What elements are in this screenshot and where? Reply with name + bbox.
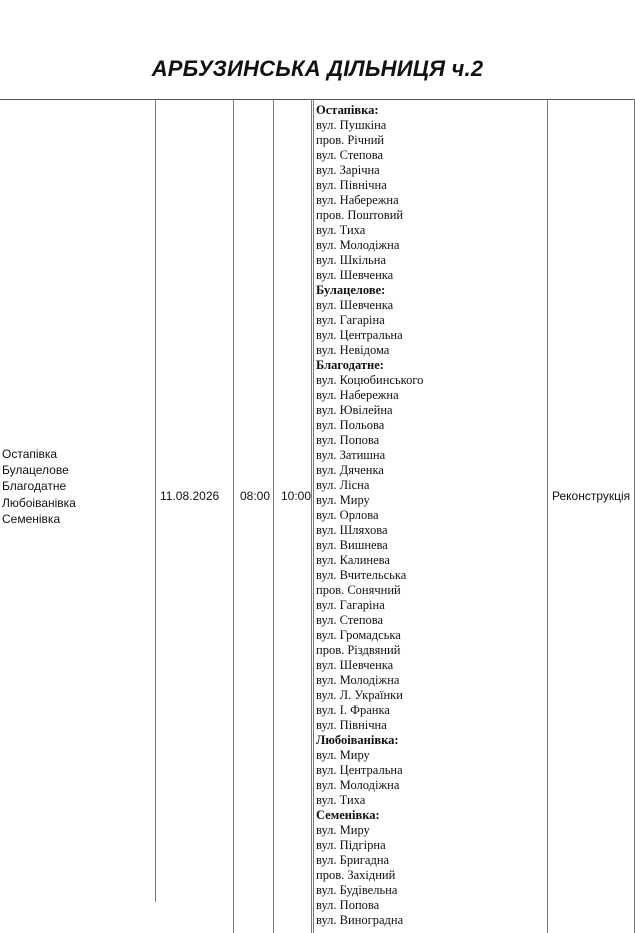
street-item: вул. Підгірна <box>316 838 386 852</box>
streets-cell <box>316 103 546 928</box>
street-item: пров. Західний <box>316 868 396 882</box>
street-item: вул. Шкільна <box>316 253 386 267</box>
street-item: пров. Поштовий <box>316 208 404 222</box>
street-item: вул. Миру <box>316 493 370 507</box>
street-item: пров. Річний <box>316 133 385 147</box>
street-item: вул. Невідома <box>316 343 390 357</box>
street-item: вул. Л. Українки <box>316 688 403 702</box>
street-item: вул. Виноградна <box>316 913 404 927</box>
column-divider <box>155 99 156 902</box>
outage-date: 11.08.2026 <box>160 489 220 503</box>
street-item: вул. Затишна <box>316 448 386 462</box>
street-item: вул. Миру <box>316 748 370 762</box>
street-item: вул. Степова <box>316 148 384 162</box>
street-item: вул. Молодіжна <box>316 673 400 687</box>
street-item: вул. Орлова <box>316 508 379 522</box>
street-item: вул. Шевченка <box>316 268 394 282</box>
table-top-border <box>0 99 635 100</box>
settlement-name: Остапівка <box>2 447 58 461</box>
street-item: вул. Громадська <box>316 628 401 642</box>
street-item: вул. Будівельна <box>316 883 398 897</box>
column-divider <box>311 99 312 933</box>
street-item: вул. Коцюбинського <box>316 373 424 387</box>
street-item: пров. Різдвяний <box>316 643 401 657</box>
outage-end-time: 10:00 <box>281 489 312 503</box>
street-item: вул. Набережна <box>316 388 399 402</box>
street-item: вул. Центральна <box>316 763 403 777</box>
street-item: вул. Лісна <box>316 478 370 492</box>
street-item: вул. Степова <box>316 613 384 627</box>
outage-start-time: 08:00 <box>240 489 271 503</box>
settlement-name: Любоіванівка <box>2 495 76 510</box>
street-item: вул. Попова <box>316 898 380 912</box>
column-divider <box>547 99 548 933</box>
column-divider <box>313 99 314 933</box>
settlements-cell <box>2 446 152 527</box>
street-item: вул. Дяченка <box>316 463 384 477</box>
settlement-name: Булацелове <box>2 463 69 478</box>
page-title: АРБУЗИНСЬКА ДІЛЬНИЦЯ ч.2 <box>151 56 484 81</box>
settlement-name: Благодатне <box>2 479 67 494</box>
outage-reason: Реконструкція <box>552 489 631 503</box>
locality-heading: Булацелове: <box>316 283 386 297</box>
street-item: вул. Північна <box>316 718 387 732</box>
street-item: вул. Тиха <box>316 793 366 807</box>
street-item: вул. Вишнева <box>316 538 388 552</box>
street-item: вул. Бригадна <box>316 853 390 867</box>
street-item: вул. Попова <box>316 433 380 447</box>
street-item: вул. І. Франка <box>316 703 390 717</box>
street-item: вул. Миру <box>316 823 370 837</box>
street-item: вул. Набережна <box>316 193 399 207</box>
locality-heading: Остапівка: <box>316 103 379 117</box>
street-item: вул. Молодіжна <box>316 778 400 792</box>
street-item: вул. Шевченка <box>316 658 394 672</box>
street-item: вул. Ювілейна <box>316 403 393 417</box>
street-item: вул. Пушкіна <box>316 118 387 132</box>
street-item: вул. Шевченка <box>316 298 394 312</box>
locality-heading: Любоіванівка: <box>316 733 399 747</box>
locality-heading: Благодатне: <box>316 358 384 372</box>
street-item: вул. Зарічна <box>316 163 380 177</box>
settlement-name: Семенівка <box>2 511 61 526</box>
column-divider <box>273 99 274 933</box>
locality-heading: Семенівка: <box>316 808 380 822</box>
street-item: вул. Калинева <box>316 553 390 567</box>
street-item: вул. Північна <box>316 178 387 192</box>
street-item: пров. Сонячний <box>316 583 401 597</box>
column-divider <box>233 99 234 933</box>
street-item: вул. Польова <box>316 418 385 432</box>
street-item: вул. Шляхова <box>316 523 388 537</box>
street-item: вул. Молодіжна <box>316 238 400 252</box>
street-item: вул. Гагаріна <box>316 598 385 612</box>
street-item: вул. Гагаріна <box>316 313 385 327</box>
street-item: вул. Центральна <box>316 328 403 342</box>
street-item: вул. Вчительська <box>316 568 407 582</box>
street-item: вул. Тиха <box>316 223 366 237</box>
